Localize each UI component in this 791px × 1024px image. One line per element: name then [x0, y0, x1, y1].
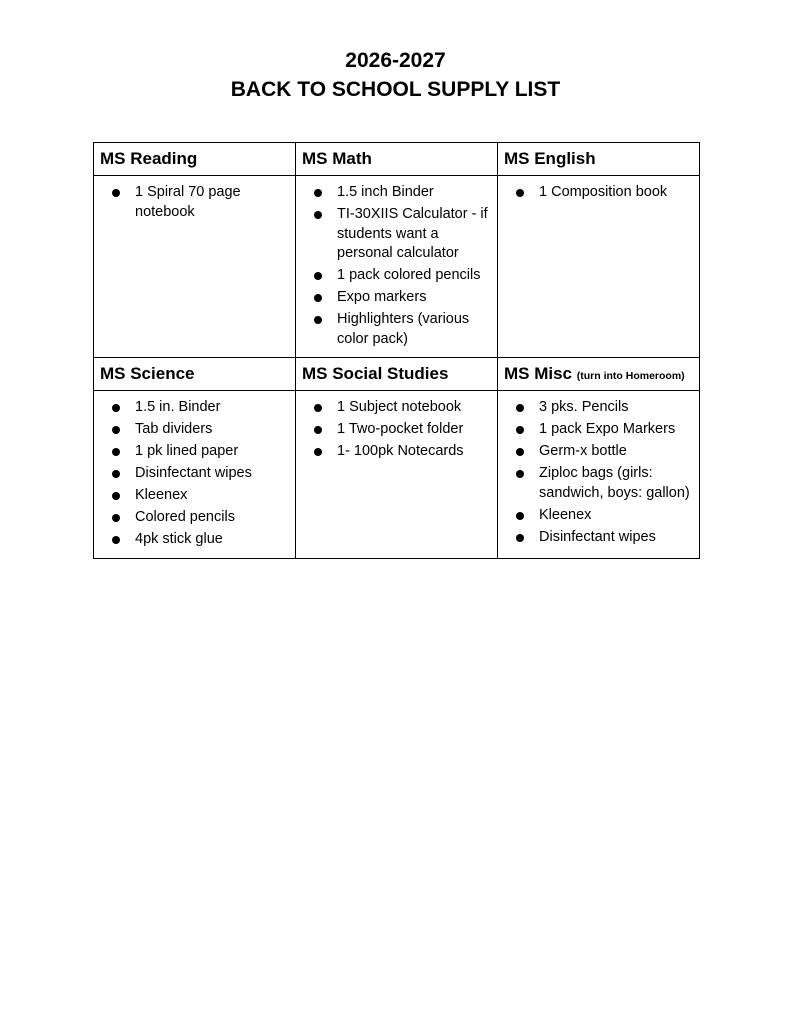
subject-header [498, 358, 700, 391]
subject-header [94, 358, 296, 391]
subject-name: MS Science [100, 364, 195, 383]
bullet-icon [112, 514, 120, 522]
supply-list [94, 176, 295, 230]
subject-items-cell [296, 176, 498, 358]
subject-name: MS Misc [504, 364, 573, 383]
subject-header [498, 143, 700, 176]
supply-item [94, 398, 289, 418]
bullet-icon [516, 404, 524, 412]
supply-items-row [94, 176, 700, 358]
supply-item [94, 420, 289, 440]
bullet-icon [314, 211, 322, 219]
bullet-icon [516, 426, 524, 434]
supply-item-text: Kleenex [135, 487, 188, 503]
supply-item-text: Colored pencils [135, 509, 235, 525]
subject-items-cell [498, 391, 700, 559]
bullet-icon [112, 448, 120, 456]
bullet-icon [516, 512, 524, 520]
supply-item-text: Disinfectant wipes [539, 528, 656, 545]
supply-table [93, 142, 700, 559]
supply-item [498, 528, 693, 548]
supply-item [296, 420, 491, 440]
supply-item [94, 464, 289, 484]
subject-header-row [94, 143, 700, 176]
supply-item-text: 1.5 inch Binder [337, 184, 434, 200]
supply-item-text: 1 pack colored pencils [337, 267, 481, 283]
subject-name: MS English [504, 149, 596, 168]
bullet-icon [314, 426, 322, 434]
supply-item [296, 183, 491, 203]
supply-item [94, 486, 289, 506]
subject-header [94, 143, 296, 176]
bullet-icon [314, 272, 322, 280]
supply-item-text: 1 Two-pocket folder [337, 421, 464, 437]
supply-item [498, 398, 693, 418]
supply-item-text: Germ-x bottle [539, 443, 627, 459]
supply-item-text: 3 pks. Pencils [539, 399, 629, 415]
bullet-icon [112, 492, 120, 500]
supply-item [296, 266, 491, 286]
supply-item [498, 183, 693, 203]
supply-item [94, 183, 289, 222]
school-year: 2026-2027 [345, 49, 446, 72]
bullet-icon [112, 470, 120, 478]
supply-item [296, 398, 491, 418]
bullet-icon [516, 189, 524, 197]
supply-item [94, 508, 289, 528]
supply-item [296, 288, 491, 308]
supply-item [498, 420, 693, 440]
bullet-icon [112, 536, 120, 544]
subject-header [296, 358, 498, 391]
supply-item [296, 310, 491, 349]
supply-item [94, 530, 289, 550]
supply-item-text: 1 Spiral 70 page notebook [135, 184, 241, 220]
supply-list [498, 176, 699, 211]
subject-items-cell [296, 391, 498, 559]
supply-item-text: Kleenex [539, 506, 592, 523]
supply-item-text: 1 Subject notebook [337, 399, 462, 415]
bullet-icon [314, 189, 322, 197]
supply-item [296, 205, 491, 264]
supply-item-text: 1.5 in. Binder [135, 399, 221, 415]
supply-item-text: 1 pk lined paper [135, 443, 239, 459]
bullet-icon [314, 294, 322, 302]
bullet-icon [516, 534, 524, 542]
supply-item [498, 464, 693, 503]
bullet-icon [112, 426, 120, 434]
bullet-icon [112, 404, 120, 412]
supply-item-text: Disinfectant wipes [135, 465, 252, 481]
supply-item-text: TI-30XIIS Calculator - if students want a personal calculator [337, 206, 488, 261]
bullet-icon [516, 470, 524, 478]
supply-item [296, 442, 491, 462]
supply-list [296, 176, 497, 357]
supply-item-text: Expo markers [337, 289, 427, 305]
supply-item-text: 1 pack Expo Markers [539, 421, 676, 437]
subject-name: MS Reading [100, 149, 198, 168]
bullet-icon [314, 316, 322, 324]
bullet-icon [314, 448, 322, 456]
subject-items-cell [498, 176, 700, 358]
subject-note: (turn into Homeroom) [576, 370, 685, 382]
subject-header-row [94, 358, 700, 391]
subject-name: MS Math [302, 149, 372, 168]
bullet-icon [516, 448, 524, 456]
supply-item-text: 4pk stick glue [135, 531, 223, 547]
supply-item-text: 1- 100pk Notecards [337, 443, 464, 459]
supply-list [94, 391, 295, 558]
supply-item-text: 1 Composition book [539, 184, 668, 200]
supply-item-text: Highlighters (various color pack) [337, 311, 470, 347]
supply-items-row [94, 391, 700, 559]
bullet-icon [112, 189, 120, 197]
supply-list [296, 391, 497, 470]
bullet-icon [314, 404, 322, 412]
list-heading: BACK TO SCHOOL SUPPLY LIST [230, 78, 561, 101]
supply-item-text: Tab dividers [135, 421, 213, 437]
supply-item-text: Ziploc bags (girls: sandwich, boys: gallon) [539, 465, 690, 501]
subject-items-cell [94, 391, 296, 559]
supply-item [498, 506, 693, 526]
supply-item [94, 442, 289, 462]
subject-items-cell [94, 176, 296, 358]
subject-name: MS Social Studies [302, 364, 449, 383]
subject-header [296, 143, 498, 176]
supply-item [498, 442, 693, 462]
document-title [0, 46, 791, 104]
supply-list [498, 391, 699, 555]
